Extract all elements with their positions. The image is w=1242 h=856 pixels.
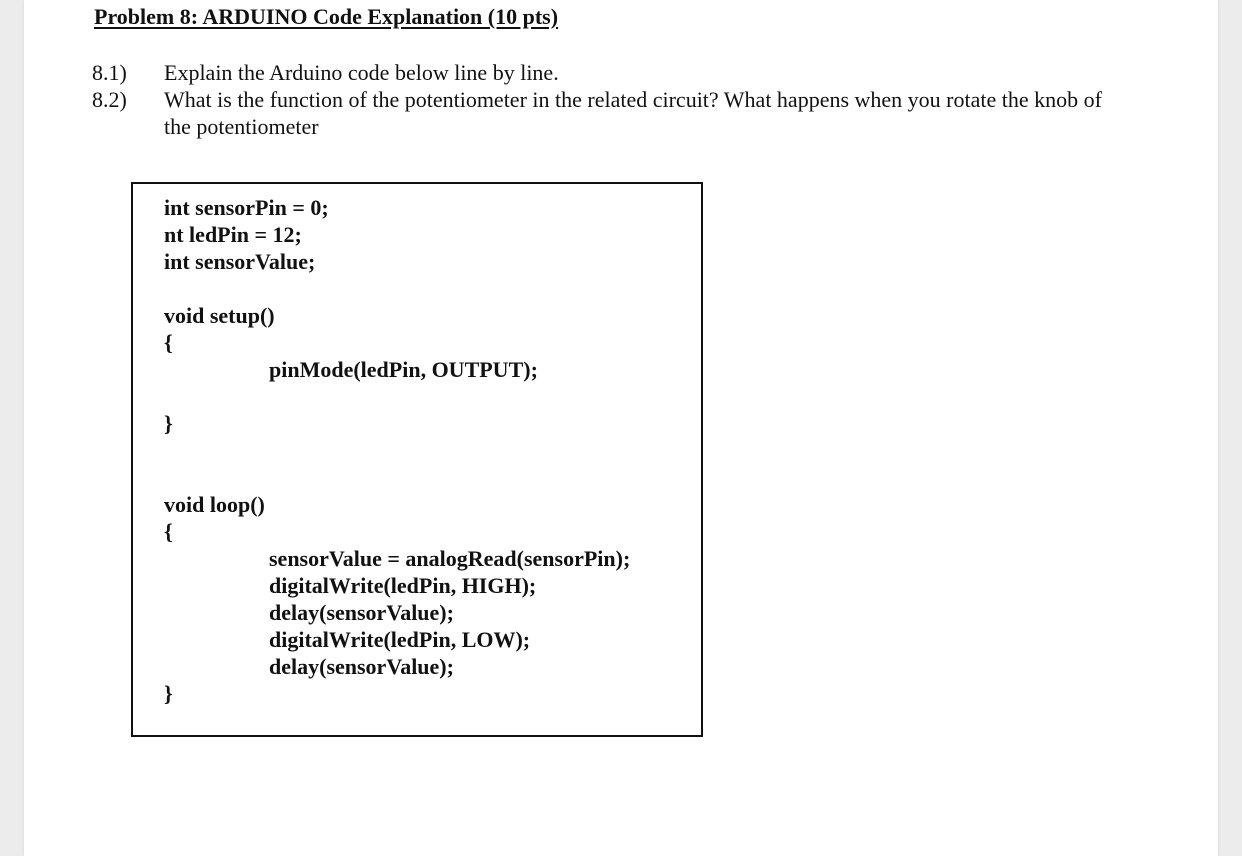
code-line: void loop() <box>164 492 265 517</box>
problem-title: Problem 8: ARDUINO Code Explanation (10 pts) <box>94 4 559 29</box>
code-block <box>131 182 703 737</box>
code-line: delay(sensorValue); <box>269 654 454 679</box>
code-line: { <box>164 519 173 544</box>
code-line: pinMode(ledPin, OUTPUT); <box>269 357 538 382</box>
code-line: digitalWrite(ledPin, LOW); <box>269 627 531 652</box>
code-line: } <box>164 681 173 706</box>
code-line: { <box>164 330 173 355</box>
code-line: sensorValue = analogRead(sensorPin); <box>269 546 631 571</box>
code-line: void setup() <box>164 303 275 328</box>
question-text-8-1: Explain the Arduino code below line by line. <box>164 60 559 85</box>
code-line: } <box>164 411 173 436</box>
code-line: nt ledPin = 12; <box>164 222 302 247</box>
question-number-8-2: 8.2) <box>92 87 127 112</box>
question-number-8-1: 8.1) <box>92 60 127 85</box>
code-line: int sensorPin = 0; <box>164 195 329 220</box>
code-line: delay(sensorValue); <box>269 600 454 625</box>
code-line: digitalWrite(ledPin, HIGH); <box>269 573 537 598</box>
document-page <box>24 0 1218 856</box>
code-line: int sensorValue; <box>164 249 316 274</box>
question-text-8-2: What is the function of the potentiometer in the related circuit? What happens when you rotate the knob of the potentiometer <box>164 87 1102 139</box>
